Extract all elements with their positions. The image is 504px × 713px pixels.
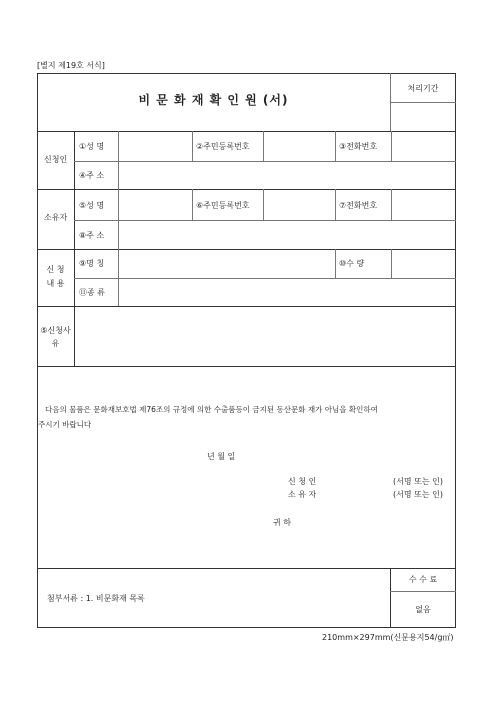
- processing-period-label: 처리기간: [407, 84, 439, 93]
- applicant-resident-no-field[interactable]: [264, 133, 334, 159]
- applicant-sign-label: 신 청 인: [288, 477, 317, 486]
- applicant-resident-no-label: ②주민등록번호: [196, 142, 250, 151]
- owner-address-label: ⑧주 소: [79, 231, 105, 240]
- owner-phone-label: ⑦전화번호: [339, 201, 378, 210]
- item-name-label: ⑨명 칭: [79, 259, 105, 268]
- item-name-field[interactable]: [119, 251, 334, 276]
- applicant-section-label: 신청인: [44, 155, 68, 164]
- owner-sign-note: (서명 또는 인): [393, 490, 443, 499]
- fee-label: 수 수 료: [408, 575, 438, 584]
- type-field[interactable]: [119, 280, 454, 304]
- reason-label-2: 유: [51, 339, 60, 348]
- owner-sign-label: 소 유 자: [288, 490, 317, 499]
- applicant-sign-note: (서명 또는 인): [393, 477, 443, 486]
- applicant-name-label: ①성 명: [79, 142, 105, 151]
- paper-spec: 210mm×297mm(신문용지54/g㎡): [322, 633, 454, 642]
- content-section-label-2: 내 용: [46, 279, 65, 288]
- form-title: 비 문 화 재 확 인 원 (서): [138, 93, 289, 107]
- owner-phone-field[interactable]: [392, 191, 454, 218]
- applicant-address-field[interactable]: [119, 163, 454, 187]
- statement-line-2: 주시기 바랍니다: [38, 420, 92, 429]
- statement-line-1: 다음의 물품은 문화재보호법 제76조의 규정에 의한 수출품등이 금지된 동산문화 재가 아님을 확인하여: [45, 405, 378, 414]
- owner-resident-no-field[interactable]: [264, 191, 334, 218]
- owner-section-label: 소유자: [44, 213, 68, 222]
- form-number: [별지 제19호 서식]: [37, 61, 105, 70]
- quantity-label: ⑩수 량: [339, 259, 365, 268]
- applicant-name-field[interactable]: [119, 133, 191, 159]
- owner-resident-no-label: ⑥주민등록번호: [196, 201, 250, 210]
- reason-field[interactable]: [75, 308, 454, 364]
- quantity-field[interactable]: [392, 251, 454, 276]
- applicant-phone-label: ③전화번호: [339, 142, 378, 151]
- content-section-label-1: 신 청: [46, 265, 65, 274]
- applicant-phone-field[interactable]: [392, 133, 454, 159]
- applicant-address-label: ④주 소: [79, 171, 105, 180]
- type-label: ⑪종 류: [79, 288, 105, 297]
- owner-name-field[interactable]: [119, 191, 191, 218]
- attachments-text: 첨부서류 : 1. 비문화재 목록: [47, 594, 145, 603]
- owner-name-label: ⑤성 명: [79, 201, 105, 210]
- date-line: 년 월 일: [207, 452, 236, 461]
- fee-value: 없음: [415, 605, 431, 614]
- owner-address-field[interactable]: [119, 222, 454, 247]
- addressee: 귀 하: [273, 518, 291, 527]
- reason-label-1: ⑤신청사: [40, 326, 71, 335]
